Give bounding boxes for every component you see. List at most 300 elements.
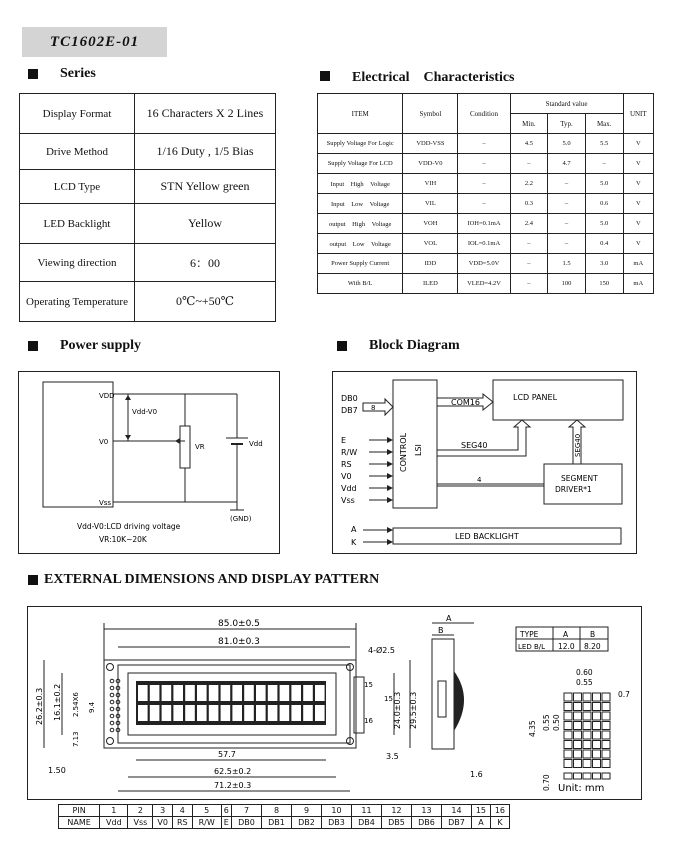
bullet-square-icon	[337, 341, 347, 351]
char-cell	[150, 705, 160, 721]
series-label: Operating Temperature	[20, 282, 135, 322]
pin-hole	[110, 679, 114, 683]
pin-hole	[110, 700, 114, 704]
electrical-cell-typ: –	[548, 214, 586, 234]
dot-cell	[593, 703, 601, 711]
electrical-cell-typ: 100	[548, 274, 586, 294]
dim-hole: 4-Ø2.5	[368, 646, 395, 655]
dim-94: 9.4	[88, 701, 96, 713]
dot-cell	[583, 722, 591, 730]
label-vdd-right: Vdd	[249, 440, 263, 448]
char-cell	[173, 685, 183, 701]
char-cell	[244, 685, 254, 701]
type-header-type: TYPE	[520, 630, 539, 639]
pin-name: Vdd	[100, 817, 128, 829]
dot-cell	[564, 760, 572, 768]
electrical-cell-condition: IOL=0.1mA	[458, 234, 510, 254]
electrical-cell-condition: –	[458, 134, 510, 154]
electrical-cell-condition: –	[458, 154, 510, 174]
dim-712: 71.2±0.3	[214, 781, 252, 790]
header-standard: Standard value	[510, 94, 623, 114]
section-block-label: Block Diagram	[369, 338, 460, 353]
electrical-cell-symbol: VOH	[403, 214, 458, 234]
electrical-cell-item: Supply Voltage For LCD	[318, 154, 403, 174]
cursor-cell	[583, 773, 591, 779]
header-max: Max.	[585, 114, 623, 134]
pin-number: 7	[231, 805, 261, 817]
signal-label: R/W	[341, 448, 358, 457]
dim-side-b: B	[438, 626, 444, 635]
char-cell	[162, 705, 172, 721]
cursor-cell	[593, 773, 601, 779]
label-v0: V0	[99, 438, 109, 446]
pin-number: 4	[172, 805, 192, 817]
electrical-cell-max: –	[585, 154, 623, 174]
dot-cell	[583, 703, 591, 711]
pin-name: DB0	[231, 817, 261, 829]
dot-cell	[602, 712, 610, 720]
electrical-cell-max: 0.6	[585, 194, 623, 214]
signal-label: Vdd	[341, 484, 357, 493]
electrical-cell-item: output Low Voltage	[318, 234, 403, 254]
electrical-cell-min: 2.2	[510, 174, 548, 194]
dot-cell	[583, 760, 591, 768]
pin-name: Vss	[128, 817, 153, 829]
dot-cell	[564, 703, 572, 711]
char-cell	[315, 705, 325, 721]
block-diagram-box	[332, 371, 637, 554]
pin-hole	[110, 693, 114, 697]
dot-cell	[574, 760, 582, 768]
electrical-row	[318, 254, 654, 274]
char-cell	[244, 705, 254, 721]
label-segment: SEGMENT	[561, 474, 598, 483]
electrical-cell-symbol: VDD-VSS	[403, 134, 458, 154]
dim-07: 0.7	[618, 690, 630, 699]
char-cell	[232, 685, 242, 701]
electrical-cell-typ: –	[548, 234, 586, 254]
signal-arrow-icon	[387, 497, 393, 503]
signal-arrow-icon	[387, 473, 393, 479]
section-block	[337, 338, 460, 354]
label-control: CONTROL	[399, 432, 408, 472]
char-cell	[303, 685, 313, 701]
electrical-cell-symbol: VOL	[403, 234, 458, 254]
electrical-row	[318, 214, 654, 234]
electrical-cell-min: –	[510, 234, 548, 254]
section-electrical-label: Electrical Characteristics	[352, 70, 515, 85]
series-table	[19, 93, 276, 322]
dot-cell	[564, 741, 572, 749]
dot-cell	[574, 731, 582, 739]
pin-name: RS	[172, 817, 192, 829]
label-com16: COM16	[451, 398, 480, 407]
power-note-2: VR:10K~20K	[99, 535, 147, 544]
pin-name: DB2	[291, 817, 321, 829]
series-row	[20, 170, 276, 204]
unit-label: Unit: mm	[558, 783, 605, 794]
dot-cell	[583, 750, 591, 758]
electrical-cell-condition: –	[458, 174, 510, 194]
section-series	[28, 66, 96, 82]
label-db0: DB0	[341, 394, 358, 403]
section-power	[28, 338, 141, 354]
dot-cell	[602, 693, 610, 701]
dot-cell	[583, 741, 591, 749]
type-header-b: B	[590, 630, 596, 639]
model-title: TC1602E-01	[22, 27, 167, 57]
electrical-cell-symbol: ILED	[403, 274, 458, 294]
series-row	[20, 244, 276, 282]
electrical-cell-item: Power Supply Current	[318, 254, 403, 274]
dot-cell	[564, 750, 572, 758]
electrical-cell-min: 0.3	[510, 194, 548, 214]
electrical-cell-min: 2.4	[510, 214, 548, 234]
char-cell	[291, 705, 301, 721]
label-vdd: VDD	[99, 392, 115, 400]
electrical-cell-max: 5.5	[585, 134, 623, 154]
dim-width-850: 85.0±0.5	[218, 619, 260, 629]
pin-hole	[110, 707, 114, 711]
char-cell	[221, 685, 231, 701]
pin-number: 10	[321, 805, 351, 817]
dot-cell	[564, 693, 572, 701]
dim-577: 57.7	[218, 750, 236, 759]
dim-070: 0.70	[542, 774, 551, 791]
char-cell	[197, 705, 207, 721]
dimensions-drawing	[28, 607, 641, 799]
header-condition: Condition	[458, 94, 510, 134]
series-row	[20, 94, 276, 134]
electrical-cell-item: Input High Voltage	[318, 174, 403, 194]
electrical-row	[318, 194, 654, 214]
electrical-cell-min: –	[510, 154, 548, 174]
pin-number: 16	[490, 805, 509, 817]
dim-height-262: 26.2±0.3	[35, 687, 44, 725]
power-supply-circuit	[19, 372, 279, 553]
pin-number: 12	[381, 805, 411, 817]
bullet-square-icon	[28, 341, 38, 351]
dim-35: 3.5	[386, 752, 399, 761]
char-cell	[197, 685, 207, 701]
dot-cell	[564, 731, 572, 739]
pin-name: DB5	[381, 817, 411, 829]
electrical-cell-typ: –	[548, 194, 586, 214]
electrical-cell-symbol: VDD-V0	[403, 154, 458, 174]
pin-label: PIN	[59, 805, 100, 817]
pin-name: E	[221, 817, 231, 829]
cursor-cell	[602, 773, 610, 779]
char-cell	[303, 705, 313, 721]
label-a: A	[351, 525, 357, 534]
dim-625: 62.5±0.2	[214, 767, 252, 776]
electrical-cell-unit: V	[623, 154, 653, 174]
electrical-cell-item: With B/L	[318, 274, 403, 294]
electrical-cell-item: output High Voltage	[318, 214, 403, 234]
power-note-1: Vdd-V0:LCD driving voltage	[77, 522, 181, 531]
pin-number: 3	[153, 805, 173, 817]
pin-number: 11	[351, 805, 381, 817]
signal-label: RS	[341, 460, 352, 469]
label-lcd-panel: LCD PANEL	[513, 393, 558, 402]
block-diagram	[333, 372, 636, 553]
dot-cell	[574, 722, 582, 730]
char-cell	[138, 705, 148, 721]
electrical-cell-typ: –	[548, 174, 586, 194]
series-label: LED Backlight	[20, 204, 135, 244]
electrical-row	[318, 154, 654, 174]
cursor-cell	[574, 773, 582, 779]
dot-cell	[593, 693, 601, 701]
pin-name: DB3	[321, 817, 351, 829]
series-label: Drive Method	[20, 134, 135, 170]
char-cell	[256, 685, 266, 701]
pin-number: 2	[128, 805, 153, 817]
pin-number: 9	[291, 805, 321, 817]
char-cell	[150, 685, 160, 701]
dim-713: 7.13	[72, 731, 80, 747]
electrical-cell-typ: 5.0	[548, 134, 586, 154]
dot-cell	[583, 731, 591, 739]
type-row-b: 8.20	[584, 642, 601, 651]
signal-arrow-icon	[387, 485, 393, 491]
pin-number: 8	[261, 805, 291, 817]
dot-cell	[602, 703, 610, 711]
power-supply-box	[18, 371, 280, 554]
electrical-cell-unit: V	[623, 174, 653, 194]
pin-number: 14	[441, 805, 471, 817]
dim-pitch: 2.54X6	[72, 692, 80, 717]
electrical-cell-typ: 1.5	[548, 254, 586, 274]
dot-cell	[574, 750, 582, 758]
series-value: STN Yellow green	[135, 170, 276, 204]
dim-050: 0.50	[552, 714, 561, 731]
char-cell	[280, 685, 290, 701]
label-seg40-vertical: SEG40	[574, 433, 582, 457]
char-cell	[185, 705, 195, 721]
type-row-a: 12.0	[558, 642, 575, 651]
dim-16s: 1.6	[470, 770, 483, 779]
section-electrical	[320, 66, 515, 86]
dot-cell	[602, 731, 610, 739]
label-driver: DRIVER*1	[555, 485, 592, 494]
dot-cell	[593, 712, 601, 720]
pin-table	[58, 804, 510, 829]
electrical-cell-max: 150	[585, 274, 623, 294]
char-cell	[256, 705, 266, 721]
electrical-cell-typ: 4.7	[548, 154, 586, 174]
pin-name: DB6	[411, 817, 441, 829]
dot-cell	[583, 712, 591, 720]
pin-number: 15	[471, 805, 490, 817]
label-vr: VR	[195, 443, 205, 451]
pin-name: V0	[153, 817, 173, 829]
dim-height-240: 24.0±0.3	[393, 691, 402, 729]
electrical-cell-item: Input Low Voltage	[318, 194, 403, 214]
electrical-cell-min: 4.5	[510, 134, 548, 154]
dim-width-810: 81.0±0.3	[218, 637, 260, 647]
label-four: 4	[477, 476, 482, 484]
signal-arrow-icon	[387, 461, 393, 467]
electrical-cell-unit: V	[623, 214, 653, 234]
dimensions-box	[27, 606, 642, 800]
electrical-cell-unit: V	[623, 194, 653, 214]
dot-cell	[564, 722, 572, 730]
series-value: 6：00	[135, 244, 276, 282]
electrical-cell-symbol: VIH	[403, 174, 458, 194]
signal-label: E	[341, 436, 347, 445]
pin-name: K	[490, 817, 509, 829]
type-row-type: LED B/L	[518, 643, 545, 651]
dim-150: 1.50	[48, 766, 66, 775]
electrical-cell-max: 3.0	[585, 254, 623, 274]
dim-055: 0.55	[576, 678, 593, 687]
char-cell	[315, 685, 325, 701]
header-symbol: Symbol	[403, 94, 458, 134]
electrical-cell-min: –	[510, 274, 548, 294]
header-typ: Typ.	[548, 114, 586, 134]
dot-cell	[593, 750, 601, 758]
section-dimensions	[28, 572, 379, 588]
series-label: LCD Type	[20, 170, 135, 204]
label-db7: DB7	[341, 406, 358, 415]
electrical-cell-unit: mA	[623, 274, 653, 294]
series-row	[20, 134, 276, 170]
electrical-cell-symbol: IDD	[403, 254, 458, 274]
bullet-square-icon	[320, 71, 330, 81]
label-led-backlight: LED BACKLIGHT	[455, 532, 519, 541]
dot-cell	[602, 750, 610, 758]
series-row	[20, 204, 276, 244]
signal-label: Vss	[341, 496, 355, 505]
signal-label: V0	[341, 472, 352, 481]
series-row	[20, 282, 276, 322]
dot-cell	[593, 741, 601, 749]
char-cell	[280, 705, 290, 721]
dim-435: 4.35	[528, 720, 537, 737]
dim-side-a: A	[446, 614, 452, 623]
pin-name: DB1	[261, 817, 291, 829]
label-seg40: SEG40	[461, 441, 488, 450]
section-dimensions-label: EXTERNAL DIMENSIONS AND DISPLAY PATTERN	[44, 572, 380, 587]
char-cell	[291, 685, 301, 701]
pin-name: A	[471, 817, 490, 829]
dot-cell	[602, 722, 610, 730]
electrical-cell-condition: VDD=5.0V	[458, 254, 510, 274]
label-vdd-v0: Vdd-V0	[132, 408, 158, 416]
pin-number: 13	[411, 805, 441, 817]
section-series-label: Series	[60, 66, 96, 81]
pin-name: R/W	[192, 817, 221, 829]
electrical-row	[318, 174, 654, 194]
dot-cell	[574, 741, 582, 749]
electrical-row	[318, 134, 654, 154]
series-value: 1/16 Duty , 1/5 Bias	[135, 134, 276, 170]
pin-number: 6	[221, 805, 231, 817]
dot-cell	[593, 731, 601, 739]
pin-number: 5	[192, 805, 221, 817]
char-cell	[162, 685, 172, 701]
label-bus-width: 8	[371, 404, 376, 412]
header-unit: UNIT	[623, 94, 653, 134]
label-vss: Vss	[99, 499, 112, 507]
electrical-row	[318, 234, 654, 254]
electrical-cell-symbol: VIL	[403, 194, 458, 214]
pin-name: DB4	[351, 817, 381, 829]
char-cell	[173, 705, 183, 721]
pin-name: DB7	[441, 817, 471, 829]
char-cell	[209, 685, 219, 701]
dot-cell	[593, 722, 601, 730]
dot-cell	[583, 693, 591, 701]
dim-height-161: 16.1±0.2	[53, 683, 62, 721]
electrical-cell-condition: VLED=4.2V	[458, 274, 510, 294]
electrical-cell-unit: mA	[623, 254, 653, 274]
pin-hole	[110, 728, 114, 732]
label-gnd: (GND)	[230, 515, 252, 523]
electrical-table	[317, 93, 654, 294]
electrical-cell-max: 5.0	[585, 174, 623, 194]
signal-arrow-icon	[387, 449, 393, 455]
cursor-cell	[564, 773, 572, 779]
dot-cell	[602, 741, 610, 749]
char-cell	[209, 705, 219, 721]
electrical-cell-unit: V	[623, 234, 653, 254]
dim-055v: 0.55	[542, 714, 551, 731]
label-k: K	[351, 538, 357, 547]
dot-cell	[574, 703, 582, 711]
series-value: 16 Characters X 2 Lines	[135, 94, 276, 134]
bullet-square-icon	[28, 575, 38, 585]
dot-cell	[574, 693, 582, 701]
dim-height-295: 29.5±0.3	[409, 691, 418, 729]
electrical-cell-max: 0.4	[585, 234, 623, 254]
char-cell	[138, 685, 148, 701]
dot-cell	[602, 760, 610, 768]
pin-hole	[110, 686, 114, 690]
series-label: Display Format	[20, 94, 135, 134]
char-cell	[268, 705, 278, 721]
electrical-cell-item: Supply Voltage For Logic	[318, 134, 403, 154]
electrical-cell-max: 5.0	[585, 214, 623, 234]
electrical-cell-condition: –	[458, 194, 510, 214]
series-label: Viewing direction	[20, 244, 135, 282]
char-cell	[185, 685, 195, 701]
section-power-label: Power supply	[60, 338, 142, 353]
dot-cell	[564, 712, 572, 720]
dim-060: 0.60	[576, 668, 593, 677]
signal-arrow-icon	[387, 437, 393, 443]
label-lsi: LSI	[414, 444, 423, 456]
pin-hole	[110, 721, 114, 725]
dim-15b: 15	[384, 695, 393, 703]
header-item: ITEM	[318, 94, 403, 134]
series-value: Yellow	[135, 204, 276, 244]
bullet-square-icon	[28, 69, 38, 79]
series-value: 0℃~+50℃	[135, 282, 276, 322]
dim-15a: 15	[364, 681, 373, 689]
header-min: Min.	[510, 114, 548, 134]
char-cell	[268, 685, 278, 701]
dim-16: 16	[364, 717, 373, 725]
pin-number: 1	[100, 805, 128, 817]
dot-cell	[593, 760, 601, 768]
electrical-cell-unit: V	[623, 134, 653, 154]
name-label: NAME	[59, 817, 100, 829]
electrical-row	[318, 274, 654, 294]
pin-hole	[110, 714, 114, 718]
char-cell	[221, 705, 231, 721]
